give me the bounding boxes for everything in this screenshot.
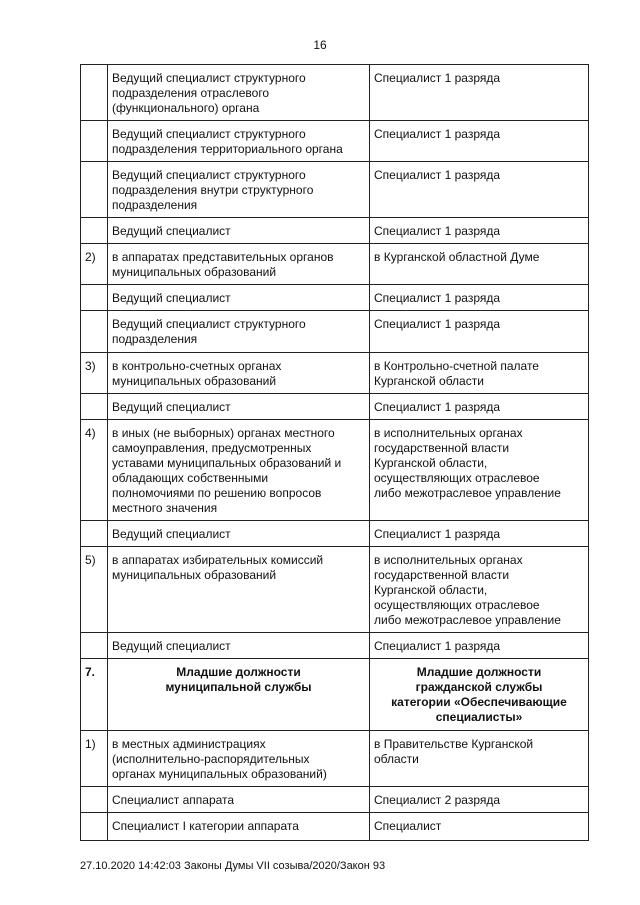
row-number-cell: 5) xyxy=(81,547,108,633)
table-row xyxy=(81,633,589,659)
municipal-position-cell: Специалист аппарата xyxy=(108,787,370,813)
regional-position-cell: в Правительстве Курганской области xyxy=(370,731,589,787)
regional-position-cell: Специалист 1 разряда xyxy=(370,218,589,244)
municipal-position-cell: Ведущий специалист xyxy=(108,521,370,547)
row-number-cell xyxy=(81,633,108,659)
positions-table xyxy=(80,64,589,841)
table-row xyxy=(81,285,589,311)
regional-position-cell: Специалист xyxy=(370,813,589,841)
table-row xyxy=(81,311,589,353)
municipal-position-cell: в иных (не выборных) органах местного самоуправления, предусмотренных уставами муниципальных образований и обладающих собственными полномочиями по решению вопросов местного значения xyxy=(108,420,370,521)
regional-position-cell: Специалист 1 разряда xyxy=(370,633,589,659)
regional-position-cell: Специалист 1 разряда xyxy=(370,121,589,162)
row-number-cell: 2) xyxy=(81,244,108,285)
table-row xyxy=(81,162,589,218)
row-number-cell xyxy=(81,65,108,121)
table-row xyxy=(81,521,589,547)
regional-position-cell: Специалист 1 разряда xyxy=(370,521,589,547)
table-row xyxy=(81,787,589,813)
table-body xyxy=(81,65,589,841)
row-number-cell xyxy=(81,311,108,353)
municipal-position-cell: Ведущий специалист xyxy=(108,218,370,244)
table-row xyxy=(81,813,589,841)
municipal-position-cell: в контрольно-счетных органах муниципальных образований xyxy=(108,353,370,394)
municipal-position-cell: Ведущий специалист xyxy=(108,285,370,311)
row-number-cell xyxy=(81,813,108,841)
regional-position-cell: Специалист 1 разряда xyxy=(370,162,589,218)
table-row xyxy=(81,420,589,521)
table-row xyxy=(81,353,589,394)
row-number-cell xyxy=(81,121,108,162)
municipal-position-cell: Ведущий специалист xyxy=(108,394,370,420)
regional-position-cell: в исполнительных органах государственной власти Курганской области, осуществляющих отраслевое либо межотраслевое управление xyxy=(370,420,589,521)
table-row xyxy=(81,731,589,787)
table-row xyxy=(81,65,589,121)
row-number-cell xyxy=(81,521,108,547)
table-row xyxy=(81,121,589,162)
municipal-position-cell: в аппаратах представительных органов муниципальных образований xyxy=(108,244,370,285)
section-heading-row xyxy=(81,659,589,731)
municipal-position-cell: в местных администрациях (исполнительно-распорядительных органах муниципальных образований) xyxy=(108,731,370,787)
municipal-position-cell: Специалист I категории аппарата xyxy=(108,813,370,841)
municipal-position-cell: Ведущий специалист структурного подразделения отраслевого (функционального) органа xyxy=(108,65,370,121)
row-number-cell xyxy=(81,285,108,311)
municipal-position-cell: Ведущий специалист структурного подразделения территориального органа xyxy=(108,121,370,162)
municipal-position-cell: Ведущий специалист xyxy=(108,633,370,659)
page-number: 16 xyxy=(313,38,327,52)
row-number-cell xyxy=(81,787,108,813)
regional-position-cell: Специалист 1 разряда xyxy=(370,65,589,121)
table-row xyxy=(81,547,589,633)
row-number-cell: 1) xyxy=(81,731,108,787)
row-number-cell xyxy=(81,218,108,244)
regional-position-cell: Специалист 1 разряда xyxy=(370,394,589,420)
row-number-cell: 3) xyxy=(81,353,108,394)
municipal-position-cell: Ведущий специалист структурного подразделения внутри структурного подразделения xyxy=(108,162,370,218)
section-number-cell: 7. xyxy=(81,659,108,731)
municipal-position-cell: Ведущий специалист структурного подразделения xyxy=(108,311,370,353)
regional-position-cell: Специалист 1 разряда xyxy=(370,311,589,353)
table-row xyxy=(81,244,589,285)
row-number-cell xyxy=(81,394,108,420)
regional-position-cell: в Курганской областной Думе xyxy=(370,244,589,285)
regional-position-cell: в исполнительных органах государственной власти Курганской области, осуществляющих отраслевое либо межотраслевое управление xyxy=(370,547,589,633)
row-number-cell xyxy=(81,162,108,218)
municipal-section-title: Младшие должности муниципальной службы xyxy=(108,659,370,731)
regional-position-cell: Специалист 1 разряда xyxy=(370,285,589,311)
regional-section-title: Младшие должности гражданской службы категории «Обеспечивающие специалисты» xyxy=(370,659,589,731)
municipal-position-cell: в аппаратах избирательных комиссий муниципальных образований xyxy=(108,547,370,633)
regional-position-cell: Специалист 2 разряда xyxy=(370,787,589,813)
row-number-cell: 4) xyxy=(81,420,108,521)
document-footer: 27.10.2020 14:42:03 Законы Думы VII созыва/2020/Закон 93 xyxy=(80,860,386,872)
regional-position-cell: в Контрольно-счетной палате Курганской области xyxy=(370,353,589,394)
table-row xyxy=(81,218,589,244)
table-row xyxy=(81,394,589,420)
